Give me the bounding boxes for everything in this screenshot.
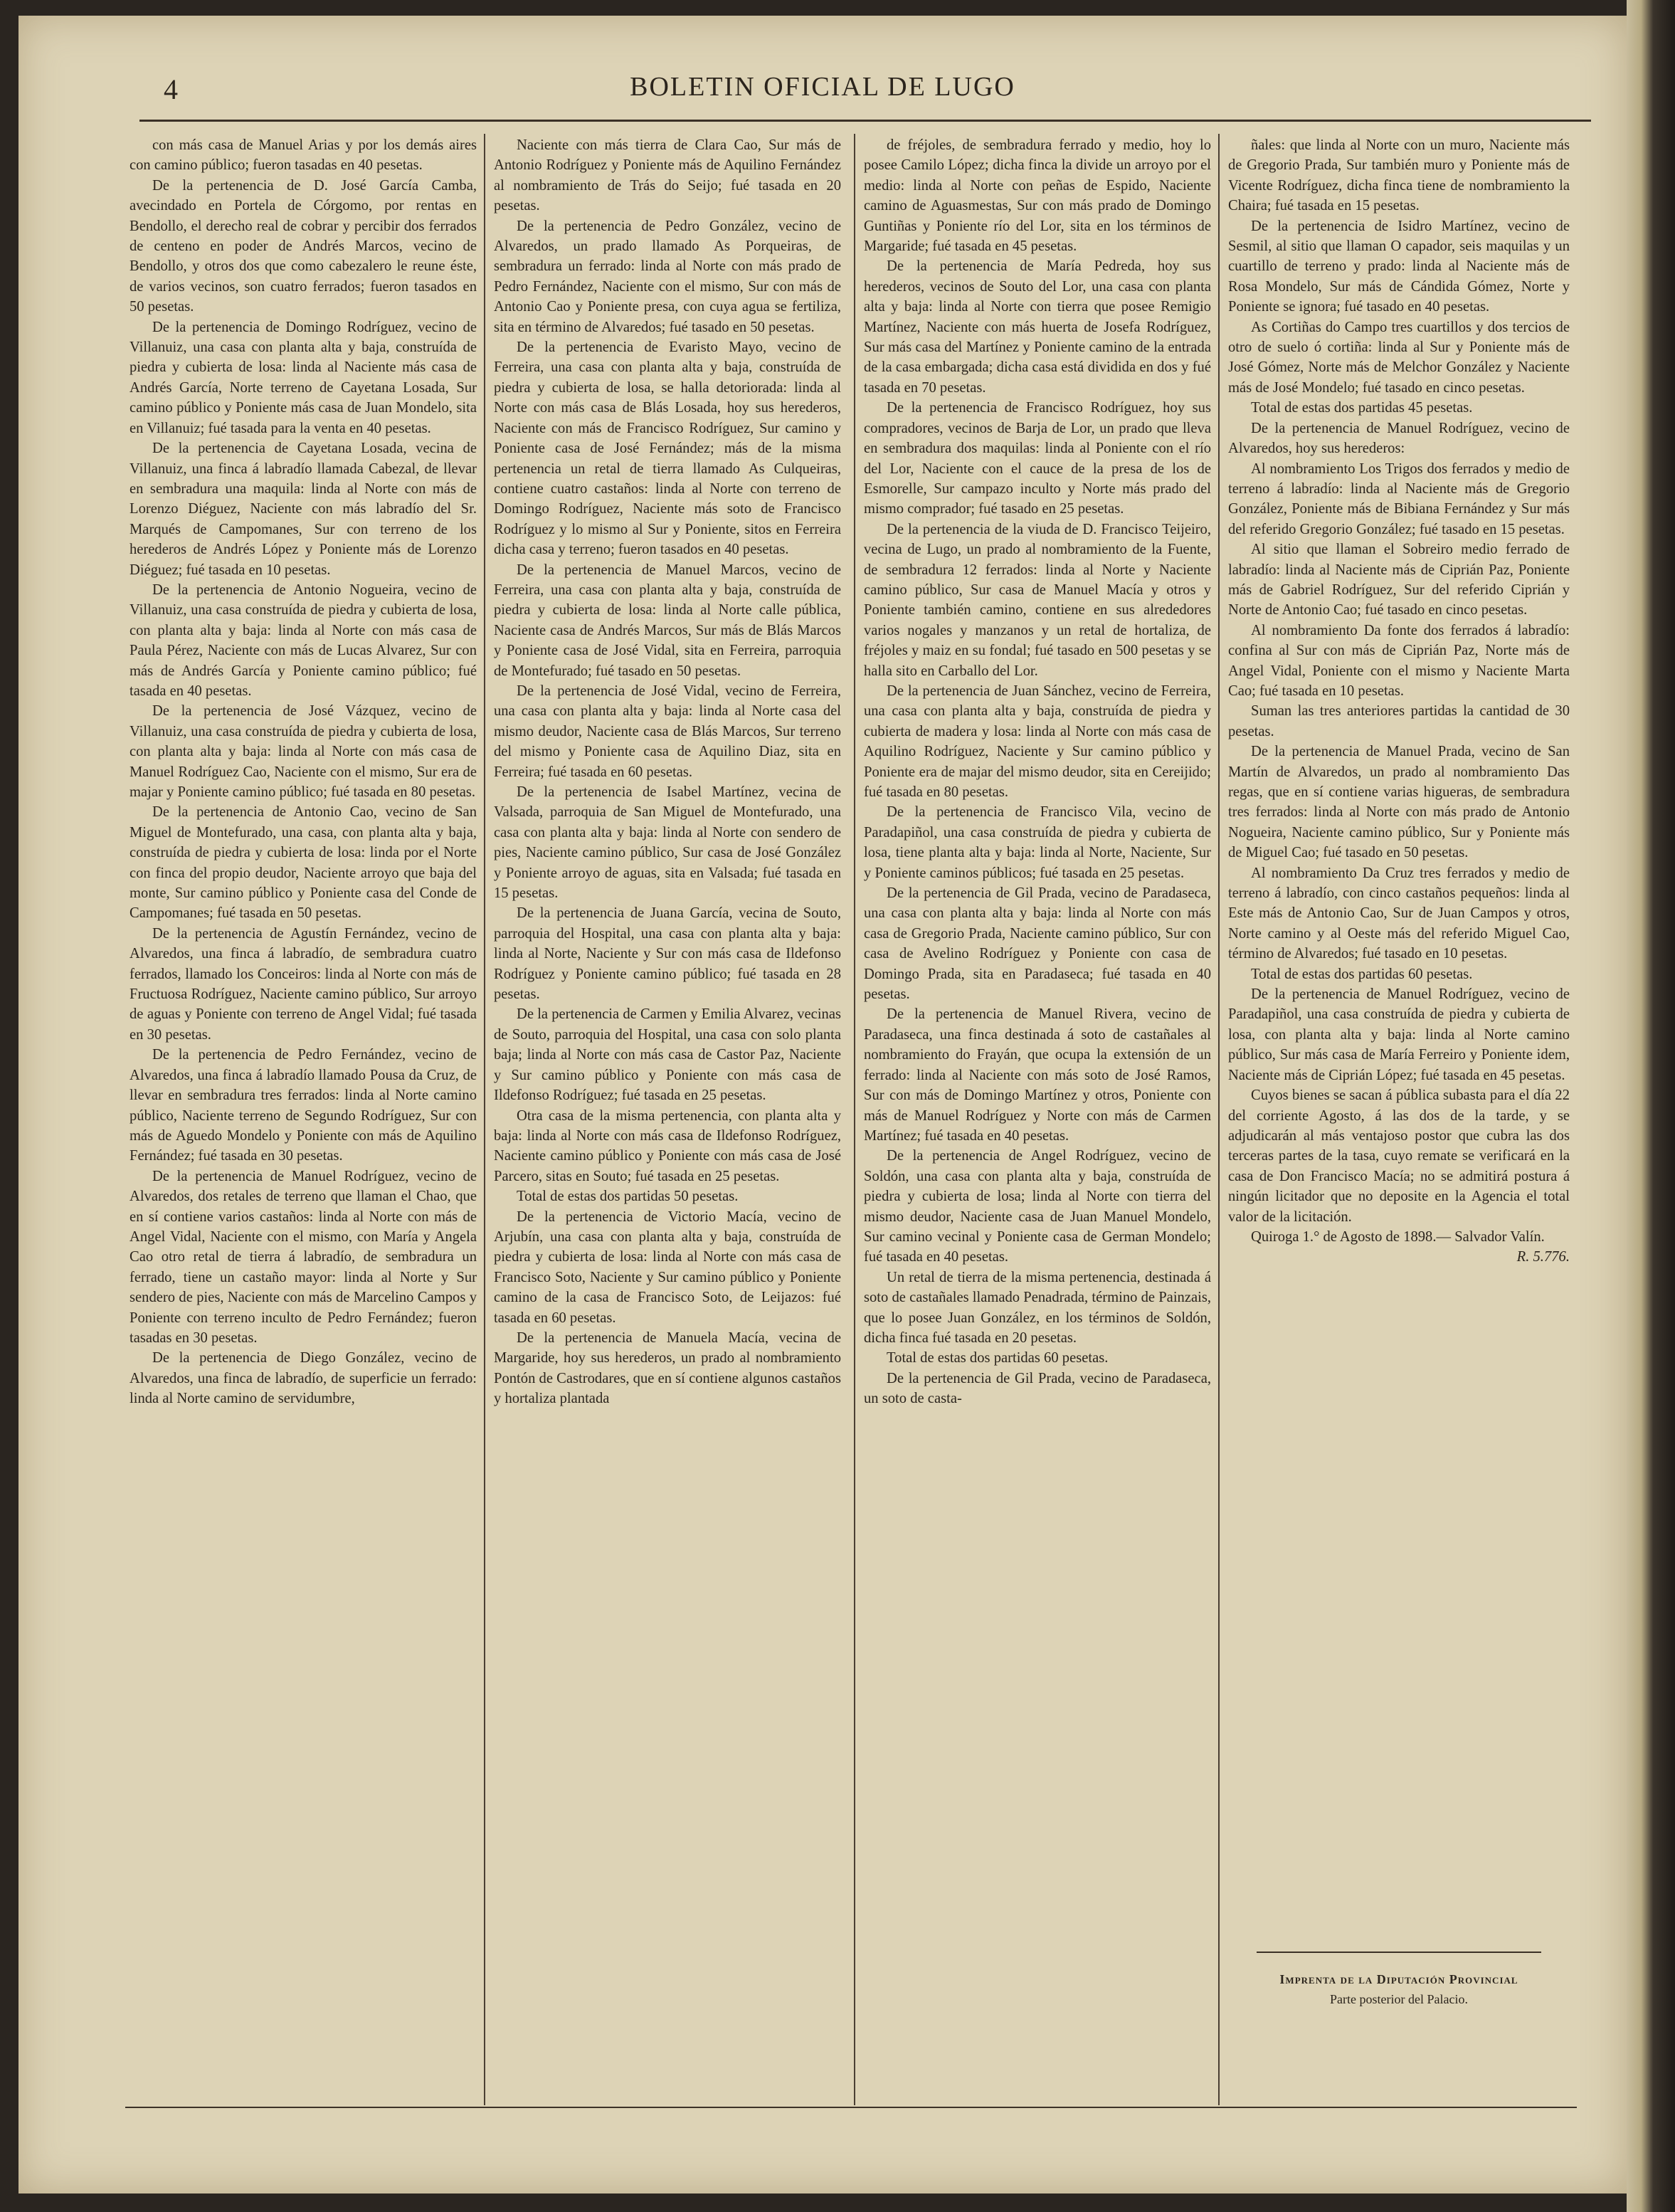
paragraph: Al nombramiento Da fonte dos ferrados á labradío: confina al Sur con más de Ciprián Paz, Norte más de Angel Vidal, Poniente con el mismo y Naciente Marta Cao; fué tasada en 10 pesetas. <box>1228 622 1570 699</box>
paragraph: Otra casa de la misma pertenencia, con planta alta y baja: linda al Norte con más casa de Ildefonso Rodríguez, Naciente camino público y Poniente con más casa de José Parcero, sitas en Souto; fué tasada en 25 pesetas. <box>494 1107 841 1184</box>
paragraph: De la pertenencia de Isabel Martínez, vecina de Valsada, parroquia de San Miguel de Montefurado, una casa con planta alta y baja: linda al Norte con sendero de pies, Naciente camino público, Sur casa de José González y Poniente arroyo de aguas, sita en Valsada; fué tasada en 15 pesetas. <box>494 784 841 902</box>
paragraph: De la pertenencia de Antonio Cao, vecino de San Miguel de Montefurado, una casa, con planta alta y baja, construída de piedra y cubierta de losa: linda por el Norte con finca del propio deudor, Naciente arroyo que baja del monte, Sur camino público y Poniente casa del Conde de Campomanes; fué tasada en 50 pesetas. <box>130 804 477 922</box>
paragraph: De la pertenencia de Manuel Rodríguez, vecino de Alvaredos, dos retales de terreno que llaman el Chao, que en sí contiene varios castaños: linda al Norte con más de Angel Vidal, Naciente con el mismo, con María y Angela Cao otro retal de tierra á labradío, de sembradura un ferrado, tiene un castaño mayor: linda al Norte y Sur sendero de pies, Naciente con más de Marcelino Campos y Poniente con terreno inculto de Pedro Fernández; fueron tasadas en 30 pesetas. <box>130 1168 477 1346</box>
paragraph: De la pertenencia de Manuela Macía, vecina de Margaride, hoy sus herederos, un prado al nombramiento Pontón de Castrodares, que en sí contiene algunos castaños y hortaliza plantada <box>494 1329 841 1407</box>
paragraph: Total de estas dos partidas 45 pesetas. <box>1251 400 1473 416</box>
newspaper-page <box>19 16 1627 2193</box>
paragraph: De la pertenencia de Manuel Rodríguez, vecino de Alvaredos, hoy sus herederos: <box>1228 420 1570 457</box>
paragraph: De la pertenencia de Victorio Macía, vecino de Arjubín, una casa con planta alta y baja, construída de piedra y cubierta de losa: linda al Norte con más casa de Francisco Soto, Naciente y Sur camino público y Poniente camino de la casa de Francisco Soto, de Leijazos: fué tasada en 60 pesetas. <box>494 1208 841 1326</box>
paragraph: Naciente con más tierra de Clara Cao, Sur más de Antonio Rodríguez y Poniente más de Aquilino Fernández al nombramiento de Trás do Seijo; fué tasada en 20 pesetas. <box>494 137 841 214</box>
paragraph: De la pertenencia de Domingo Rodríguez, vecino de Villanuiz, una casa con planta alta y baja, construída de piedra y cubierta de losa: linda al Naciente más casa de Andrés García, Norte terreno de Cayetana Losada, Sur camino público y Poniente más casa de Juan Mondelo, sita en Villanuiz; fué tasada para la venta en 40 pesetas. <box>130 319 477 436</box>
paragraph: De la pertenencia de Juana García, vecina de Souto, parroquia del Hospital, una casa con planta alta y baja: linda al Norte, Naciente y Sur con más casa de Ildefonso Rodríguez y Poniente camino público; fué tasada en 28 pesetas. <box>494 905 841 1003</box>
paragraph: De la pertenencia de Angel Rodríguez, vecino de Soldón, una casa con planta alta y baja, construída de piedra y cubierta de losa; linda al Norte con tierra del mismo deudor, Naciente casa de Juan Manuel Mondelo, Sur camino vecinal y Poniente casa de German Mondelo; fué tasada en 40 pesetas. <box>864 1148 1211 1265</box>
paragraph: De la pertenencia de Juan Sánchez, vecino de Ferreira, una casa con planta alta y baja, construída de piedra y cubierta de madera y losa: linda al Norte con más casa de Aquilino Rodríguez, Naciente y Sur camino público y Poniente era de majar del mismo deudor, sita en Cereijido; fué tasada en 80 pesetas. <box>864 683 1211 800</box>
paragraph: Cuyos bienes se sacan á pública subasta para el día 22 del corriente Agosto, á las dos de la tarde, y se adjudicarán al más ventajoso postor que cubra las dos terceras partes de la tasa, cuyo remate se verificará en la casa de Don Francisco Macía; no se admitirá postura á ningún licitador que no deposite en la Agencia el total valor de la licitación. <box>1228 1087 1570 1225</box>
paragraph: Suman las tres anteriores partidas la cantidad de 30 pesetas. <box>1228 703 1570 739</box>
paragraph: De la pertenencia de Francisco Vila, vecino de Paradapiñol, una casa construída de piedra y cubierta de losa, tiene planta alta y baja: linda al Norte, Naciente, Sur y Poniente caminos públicos; fué tasada en 25 pesetas. <box>864 804 1211 881</box>
paragraph: con más casa de Manuel Arias y por los demás aires con camino público; fueron tasadas en 40 pesetas. <box>130 137 477 174</box>
imprint-block <box>1228 1969 1570 2009</box>
paragraph: De la pertenencia de Cayetana Losada, vecina de Villanuiz, una finca á labradío llamada Cabezal, de llevar en sembradura una maquila: linda al Norte con más de Lorenzo Diéguez, Naciente con más labradío del Sr. Marqués de Campomanes, Sur con terreno de los herederos de Andrés López y Poniente más de Lorenzo Diéguez; fué tasada en 10 pesetas. <box>130 441 477 578</box>
paragraph: De la pertenencia de Agustín Fernández, vecino de Alvaredos, una finca á labradío, de sembradura cuatro ferrados, llamado los Conceiros: linda al Norte con más de Fructuosa Rodríguez, Naciente camino público, Sur arroyo de aguas y Poniente con terreno de Angel Vidal; fué tasada en 30 pesetas. <box>130 925 477 1043</box>
paragraph: De la pertenencia de José Vidal, vecino de Ferreira, una casa con planta alta y baja: linda al Norte casa del mismo deudor, Naciente casa de Blás Marcos, Sur terreno del mismo y Poniente casa de Aquilino Diaz, sita en Ferreira; fué tasada en 60 pesetas. <box>494 683 841 780</box>
paragraph: Un retal de tierra de la misma pertenencia, destinada á soto de castañales llamado Penadrada, término de Painzais, que lo posee Juan González, en los términos de Soldón, dicha finca fué tasada en 20 pesetas. <box>864 1269 1211 1346</box>
paragraph: De la pertenencia de Diego González, vecino de Alvaredos, una finca de labradío, de superficie un ferrado: linda al Norte camino de servidumbre, <box>130 1350 477 1407</box>
paragraph: De la pertenencia de Gil Prada, vecino de Paradaseca, un soto de casta- <box>864 1370 1211 1407</box>
column-divider <box>484 134 485 2105</box>
text-column-1 <box>130 135 477 2085</box>
paragraph: De la pertenencia de Manuel Rodríguez, vecino de Paradapiñol, una casa construída de piedra y cubierta de losa, con planta alta y baja: linda al Norte camino público, Sur más casa de María Ferreiro y Poniente idem, Naciente más de Ciprián López; fué tasada en 45 pesetas. <box>1228 986 1570 1083</box>
paragraph: Al sitio que llaman el Sobreiro medio ferrado de labradío: linda al Naciente más de Ciprián Paz, Poniente más de Gabriel Rodríguez, Sur del referido Ciprián y Norte de Antonio Cao; fué tasado en cinco pesetas. <box>1228 542 1570 618</box>
paragraph: de fréjoles, de sembradura ferrado y medio, hoy lo posee Camilo López; dicha finca la divide un arroyo por el medio: linda al Norte con peñas de Espido, Naciente camino de Aguasmestas, Sur con más prado de Domingo Guntiñas y Poniente río del Lor, sita en los términos de Margaride; fué tasada en 45 pesetas. <box>864 137 1211 255</box>
paragraph: De la pertenencia de Manuel Prada, vecino de San Martín de Alvaredos, un prado al nombramiento Das regas, que en sí contiene varias higueras, de sembradura tres ferrados: linda al Norte con más prado de Antonio Nogueira, Naciente camino público, Sur y Poniente más de Miguel Cao; fué tasado en 50 pesetas. <box>1228 744 1570 861</box>
header-rule <box>139 120 1591 122</box>
reference-number: R. 5.776. <box>1516 1249 1570 1265</box>
paragraph: De la pertenencia de Manuel Marcos, vecino de Ferreira, una casa con planta alta y baja, construída de piedra y cubierta de losa: linda al Norte calle pública, Naciente casa de Andrés Marcos, Sur más de Blás Marcos y Poniente casa de José Vidal, sita en Ferreira, parroquia de Montefurado; fué tasado en 50 pesetas. <box>494 562 841 679</box>
paragraph: De la pertenencia de José Vázquez, vecino de Villanuiz, una casa construída de piedra y cubierta de losa, con planta alta y baja: linda al Norte con más casa de Manuel Rodríguez Cao, Naciente con el mismo, Sur era de majar y Poniente camino público; fué tasada en 80 pesetas. <box>130 703 477 800</box>
paragraph: De la pertenencia de Pedro González, vecino de Alvaredos, un prado llamado As Porqueiras, de sembradura un ferrado: linda al Norte con más prado de Pedro Fernández, Naciente con el mismo, Sur con más de Antonio Cao y Poniente presa, con cuya agua se fertiliza, sita en término de Alvaredos; fué tasado en 50 pesetas. <box>494 218 841 335</box>
paragraph: Total de estas dos partidas 60 pesetas. <box>887 1350 1109 1366</box>
paragraph: De la pertenencia de María Pedreda, hoy sus herederos, vecinos de Souto del Lor, una casa con planta alta y baja: linda al Norte con tierra que posee Remigio Martínez, Naciente con más huerta de Josefa Rodríguez, Sur más casa del Martínez y Poniente camino de la entrada de la casa embargada; dicha casa está dividida en dos y fué tasada en 70 pesetas. <box>864 258 1211 396</box>
paragraph: Quiroga 1.° de Agosto de 1898.— Salvador Valín. <box>1251 1228 1545 1245</box>
paragraph: As Cortiñas do Campo tres cuartillos y dos tercios de otro de suelo ó cortiña: linda al Sur y Poniente más de José Gómez, Norte más de Melchor González y Naciente más de José Mondelo; fué tasado en cinco pesetas. <box>1228 319 1570 396</box>
page-number: 4 <box>164 73 178 105</box>
paragraph: Total de estas dos partidas 50 pesetas. <box>517 1189 739 1205</box>
text-column-4 <box>1228 135 1570 2085</box>
paragraph: Total de estas dos partidas 60 pesetas. <box>1251 966 1473 982</box>
paragraph: De la pertenencia de Isidro Martínez, vecino de Sesmil, al sitio que llaman O capador, seis maquilas y un cuartillo de terreno y prado: linda al Naciente más de Rosa Mondelo, Sur más de Cándida Gómez, Norte y Poniente se ignora; fué tasado en 40 pesetas. <box>1228 218 1570 315</box>
paragraph: De la pertenencia de D. José García Camba, avecindado en Portela de Córgomo, por rentas en Bendollo, el derecho real de cobrar y percibir dos ferrados de centeno en poder de Andrés Marcos, vecino de Bendollo, y otros dos que como cabezalero le reune éste, de varios vecinos, son cuatro ferrados; fueron tasados en 50 pesetas. <box>130 177 477 315</box>
imprint-printer: Imprenta de la Diputación Provincial <box>1279 1972 1518 1986</box>
paragraph: De la pertenencia de Pedro Fernández, vecino de Alvaredos, una finca á labradío llamado Pousa da Cruz, de llevar en sembradura tres ferrados: linda al Norte camino público, Naciente terreno de Segundo Rodríguez, Sur con más de Aguedo Mondelo y Poniente con más de Aquilino Fernández; fué tasada en 30 pesetas. <box>130 1047 477 1164</box>
paragraph: Al nombramiento Da Cruz tres ferrados y medio de terreno á labradío, con cinco castaños pequeños: linda al Este más de Antonio Cao, Sur de Juan Campos y otros, Norte camino y al Oeste más del referido Miguel Cao, término de Alvaredos; fué tasado en 10 pesetas. <box>1228 865 1570 962</box>
paragraph: De la pertenencia de Francisco Rodríguez, hoy sus compradores, vecinos de Barja de Lor, un prado que lleva en sembradura dos maquilas: linda al Poniente con el río del Lor, Naciente con el cauce de la presa de los de Esmorelle, Sur campazo inculto y Norte más prado del mismo comprador; fué tasado en 25 pesetas. <box>864 400 1211 517</box>
paragraph: De la pertenencia de Evaristo Mayo, vecino de Ferreira, una casa con planta alta y baja, construída de piedra y cubierta de losa, se halla detoriorada: linda al Norte con más casa de Blás Losada, hoy sus herederos, Naciente con más de Francisco Rodríguez, Sur camino y Poniente casa de José Fernández; más de la misma pertenencia un retal de tierra llamado As Culqueiras, contiene cuatro castaños: linda al Norte con terreno de Domingo Rodríguez, Naciente más soto de Francisco Rodríguez y lo mismo al Sur y Poniente, sitos en Ferreira dicha casa y terreno; fueron tasados en 40 pesetas. <box>494 339 841 558</box>
bottom-rule <box>125 2107 1577 2108</box>
text-column-2 <box>494 135 841 2085</box>
imprint-address: Parte posterior del Palacio. <box>1330 1992 1468 2006</box>
text-column-3 <box>864 135 1211 2085</box>
imprint-rule <box>1257 1952 1541 1953</box>
paragraph: Al nombramiento Los Trigos dos ferrados y medio de terreno á labradío: linda al Naciente más de Gregorio González, Poniente más de Bibiana Fernández y Sur más del referido Gregorio González; fué tasado en 15 pesetas. <box>1228 460 1570 537</box>
paragraph: De la pertenencia de Antonio Nogueira, vecino de Villanuiz, una casa construída de piedra y cubierta de losa, con planta alta y baja: linda al Norte con más casa de Paula Pérez, Naciente con más de Lucas Alvarez, Sur con más de Andrés García y Poniente camino público; fué tasada en 40 pesetas. <box>130 581 477 699</box>
paragraph: De la pertenencia de Manuel Rivera, vecino de Paradaseca, una finca destinada á soto de castañales al nombramiento do Frayán, que ocupa la extensión de un ferrado: linda al Naciente con más soto de José Ramos, Sur con más de Domingo Martínez y otros, Poniente con más de Manuel Rodríguez y Norte con más de Carmen Martínez; fué tasada en 40 pesetas. <box>864 1006 1211 1144</box>
paragraph: De la pertenencia de Gil Prada, vecino de Paradaseca, una casa con planta alta y baja: linda al Norte con más casa de Gregorio Prada, Naciente camino público, Sur con casa de Avelino Rodríguez y Poniente con casa de Domingo Prada, sita en Paradaseca; fué tasada en 40 pesetas. <box>864 885 1211 1003</box>
paragraph: De la pertenencia de Carmen y Emilia Alvarez, vecinas de Souto, parroquia del Hospital, una casa con solo planta baja; linda al Norte con más casa de Castor Paz, Naciente y Sur camino público y Poniente con más casa de Ildefonso Rodríguez; fué tasada en 25 pesetas. <box>494 1006 841 1104</box>
column-divider <box>854 134 855 2105</box>
running-head-title: BOLETIN OFICIAL DE LUGO <box>630 72 1015 102</box>
paragraph: De la pertenencia de la viuda de D. Francisco Teijeiro, vecina de Lugo, un prado al nombramiento de la Fuente, de sembradura 12 ferrados: linda al Norte y Naciente camino público, Sur casa de Manuel Macía y otros y Poniente también camino, contiene en sus alrededores varios nogales y manzanos y un retal de hortaliza, de fréjoles y maiz en su fondal; fué tasado en 500 pesetas y se halla sito en Carballo del Lor. <box>864 521 1211 679</box>
column-divider <box>1218 134 1220 2105</box>
binding-edge <box>1627 0 1675 2212</box>
paragraph: ñales: que linda al Norte con un muro, Naciente más de Gregorio Prada, Sur también muro y Poniente más de Vicente Rodríguez, dicha finca tiene de nombramiento la Chaira; fué tasada en 15 pesetas. <box>1228 137 1570 214</box>
